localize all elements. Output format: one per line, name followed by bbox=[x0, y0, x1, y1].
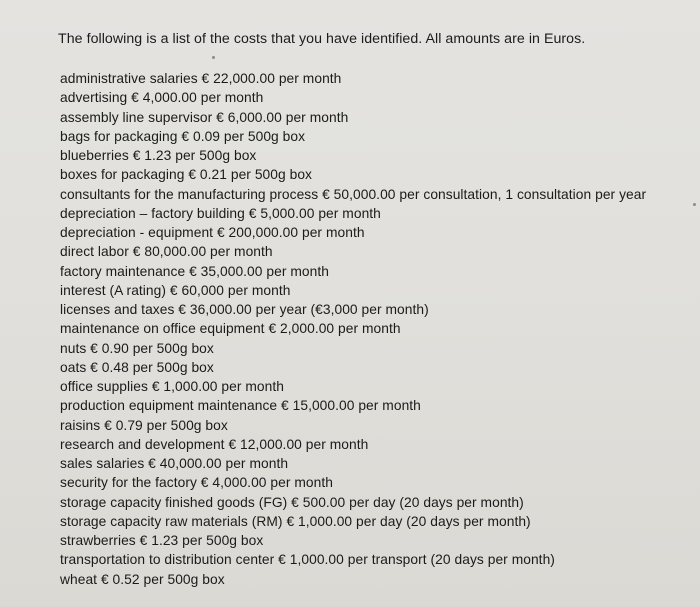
paper-speck bbox=[693, 203, 696, 206]
cost-item: boxes for packaging € 0.21 per 500g box bbox=[60, 167, 313, 183]
cost-item: wheat € 0.52 per 500g box bbox=[60, 571, 225, 587]
paper-speck bbox=[212, 56, 215, 59]
cost-item: factory maintenance € 35,000.00 per month bbox=[60, 263, 329, 279]
cost-list bbox=[60, 69, 646, 589]
cost-item: advertising € 4,000.00 per month bbox=[60, 90, 264, 106]
cost-item: strawberries € 1.23 per 500g box bbox=[60, 533, 264, 548]
cost-item: maintenance on office equipment € 2,000.00 per month bbox=[60, 321, 401, 337]
cost-item: depreciation - equipment € 200,000.00 per month bbox=[60, 225, 365, 240]
cost-item: interest (A rating) € 60,000 per month bbox=[60, 282, 291, 298]
cost-item: licenses and taxes € 36,000.00 per year (€3,000 per month) bbox=[60, 302, 429, 317]
cost-item: production equipment maintenance € 15,000.00 per month bbox=[60, 398, 421, 414]
cost-item: sales salaries € 40,000.00 per month bbox=[60, 456, 289, 471]
cost-item: depreciation – factory building € 5,000.00 per month bbox=[60, 205, 381, 221]
cost-item: transportation to distribution center € 1,000.00 per transport (20 days per month) bbox=[60, 552, 555, 568]
cost-item: nuts € 0.90 per 500g box bbox=[60, 340, 214, 356]
cost-item: direct labor € 80,000.00 per month bbox=[60, 244, 273, 260]
cost-item: bags for packaging € 0.09 per 500g box bbox=[60, 128, 306, 144]
cost-item: oats € 0.48 per 500g box bbox=[60, 359, 214, 375]
cost-item: blueberries € 1.23 per 500g box bbox=[60, 148, 257, 163]
cost-item: raisins € 0.79 per 500g box bbox=[60, 417, 228, 433]
cost-item: research and development € 12,000.00 per month bbox=[60, 436, 369, 452]
cost-item: storage capacity raw materials (RM) € 1,000.00 per day (20 days per month) bbox=[60, 513, 531, 529]
intro-text: The following is a list of the costs that you have identified. All amounts are in Euros. bbox=[58, 31, 586, 47]
cost-item: assembly line supervisor € 6,000.00 per month bbox=[60, 109, 349, 125]
cost-item: office supplies € 1,000.00 per month bbox=[60, 379, 284, 394]
cost-item: security for the factory € 4,000.00 per month bbox=[60, 475, 333, 491]
cost-item: consultants for the manufacturing process € 50,000.00 per consultation, 1 consultation per year bbox=[60, 186, 647, 202]
cost-item: administrative salaries € 22,000.00 per month bbox=[60, 71, 342, 86]
cost-item: storage capacity finished goods (FG) € 500.00 per day (20 days per month) bbox=[60, 494, 524, 510]
